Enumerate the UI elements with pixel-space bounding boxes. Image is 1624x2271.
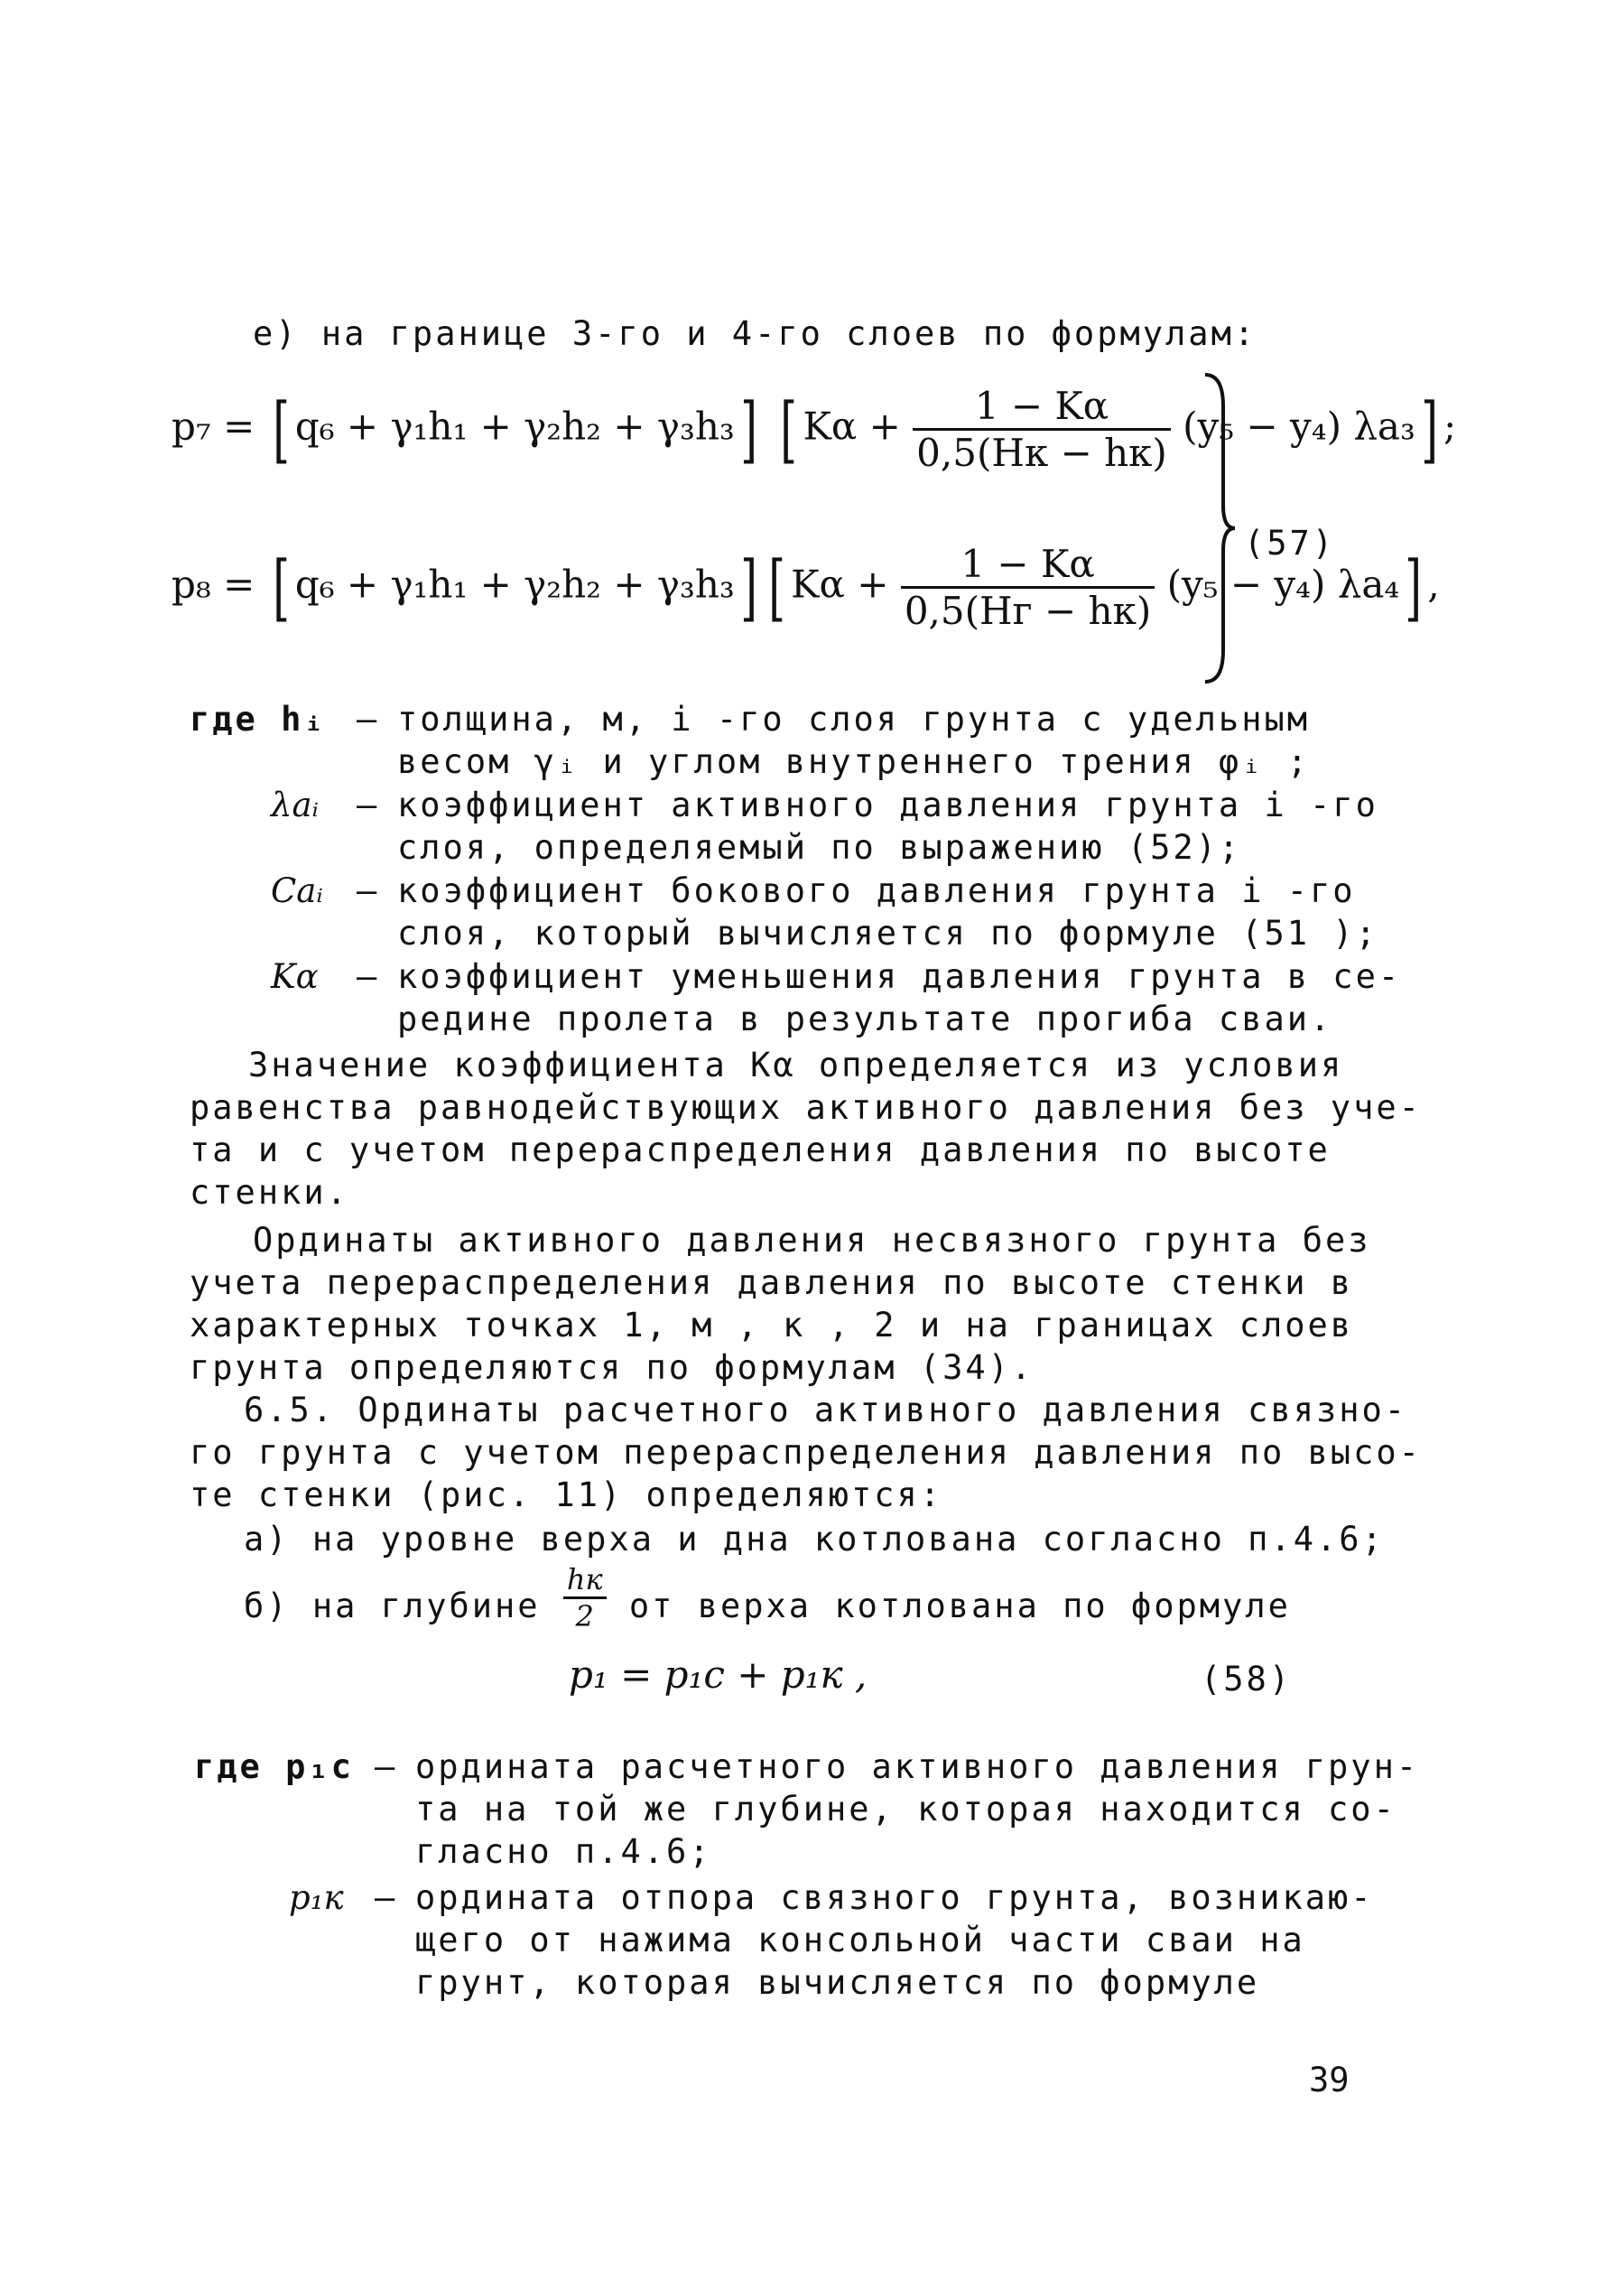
- def2-p1k-sym: p₁к: [289, 1878, 344, 1917]
- eq57a-numerator: 1 − Kα: [913, 384, 1171, 431]
- equation-number-57: (57): [1244, 524, 1336, 563]
- def2-p1c-sep: –: [375, 1747, 398, 1786]
- def-ka-text2: редине пролета в результате прогиба сваи.: [397, 1000, 1333, 1038]
- intro-line: е) на границе 3-го и 4-го слоев по формулам:: [253, 314, 1257, 353]
- equation-57b: p₈ = [ q₆ + γ₁h₁ + γ₂h₂ + γ₃h₃] [ Kα + $\frac{1 - K\alpha}{0,5(Hг - hк)}$ (y₅ − y₄) λa₄] ,: [172, 542, 1440, 633]
- item-b-fraction: [563, 1562, 607, 1633]
- eq57b-lhs: p₈ =: [172, 562, 255, 607]
- item-b: [244, 1562, 1291, 1633]
- item-b-numerator: hк: [563, 1562, 607, 1599]
- equation-57a: p₇ = [ q₆ + γ₁h₁ + γ₂h₂ + γ₃h₃] [ Kα + $\frac{1 - K\alpha}{0,5(Hк - hк)}$ (y₅ − y₄) λa₃] ;: [172, 384, 1457, 475]
- eq57a-fraction: [913, 384, 1171, 475]
- eq57b-k-term: Kα +: [791, 562, 889, 607]
- equation-number-58: (58): [1201, 1660, 1293, 1699]
- para1-line-3: та и с учетом перераспределения давления по высоте: [190, 1131, 1331, 1169]
- para3-line-3: те стенки (рис. 11) определяются:: [190, 1475, 943, 1514]
- def-lambda-sym: λaᵢ: [271, 786, 319, 824]
- item-b-pre: б) на глубине: [244, 1587, 541, 1625]
- eq57b-bracket1: q₆ + γ₁h₁ + γ₂h₂ + γ₃h₃: [294, 562, 735, 607]
- def-ca-text2: слоя, который вычисляется по формуле (51 );: [397, 914, 1378, 953]
- def2-p1k-text: ордината отпора связного грунта, возникаю-: [415, 1878, 1374, 1917]
- def2-p1c-text: ордината расчетного активного давления грун-: [415, 1747, 1420, 1786]
- item-b-post: от верха котлована по формуле: [628, 1587, 1291, 1625]
- def2-p1k-text3: грунт, которая вычисляется по формуле: [415, 1963, 1260, 2002]
- def-h-sep: –: [357, 700, 380, 739]
- para3-line-1: 6.5. Ординаты расчетного активного давления связно-: [244, 1391, 1408, 1429]
- def-h-text2: весом γᵢ и углом внутреннего трения φᵢ ;: [397, 742, 1311, 781]
- eq57a-tail: (y₅ − y₄) λa₃: [1183, 404, 1415, 449]
- right-brace-icon: [1201, 370, 1237, 686]
- def2-p1c-text3: гласно п.4.6;: [415, 1832, 712, 1871]
- eq57a-denominator: 0,5(Hк − hк): [916, 431, 1167, 475]
- para2-line-4: грунта определяются по формулам (34).: [190, 1348, 1035, 1387]
- def2-p1c-text2: та на той же глубине, которая находится со-: [415, 1790, 1397, 1829]
- def-ca-text: коэффициент бокового давления грунта i -го: [397, 871, 1356, 910]
- def-lambda-sep: –: [357, 786, 380, 824]
- eq57b-numerator: 1 − Kα: [901, 542, 1155, 589]
- def-lambda-text: коэффициент активного давления грунта i -го: [397, 786, 1378, 824]
- eq57b-tail: (y₅ − y₄) λa₄: [1166, 562, 1400, 607]
- eq57a-bracket1: q₆ + γ₁h₁ + γ₂h₂ + γ₃h₃: [294, 404, 735, 449]
- def-ka-text: коэффициент уменьшения давления грунта в се-: [397, 957, 1402, 996]
- para1-line-4: стенки.: [190, 1173, 349, 1212]
- def-h-sym: где hᵢ: [190, 700, 327, 739]
- eq57b-end: ,: [1427, 562, 1440, 607]
- def2-p1k-sep: –: [375, 1878, 398, 1917]
- item-a: а) на уровне верха и дна котлована согласно п.4.6;: [244, 1520, 1385, 1559]
- para1-line-1: Значение коэффициента Kα определяется из условия: [248, 1046, 1344, 1084]
- def-ka-sym: Kα: [271, 957, 319, 996]
- para3-line-2: го грунта с учетом перераспределения давления по высо-: [190, 1433, 1422, 1472]
- item-b-denominator: 2: [575, 1599, 594, 1633]
- def-ca-sym: Caᵢ: [271, 871, 323, 910]
- eq57b-fraction: [901, 542, 1155, 633]
- eq57b-denominator: 0,5(Hг − hк): [904, 589, 1152, 633]
- page-number: 39: [1309, 2061, 1350, 2099]
- def2-p1c-sym: где p₁c: [194, 1747, 354, 1786]
- def-h-text: толщина, м, i -го слоя грунта с удельным: [397, 700, 1311, 739]
- eq57a-k-term: Kα +: [803, 404, 901, 449]
- para1-line-2: равенства равнодействующих активного давления без уче-: [190, 1088, 1422, 1127]
- equation-58: p₁ = p₁c + p₁к ,: [569, 1652, 868, 1697]
- def-ka-sep: –: [357, 957, 380, 996]
- para2-line-3: характерных точках 1, м , к , 2 и на границах слоев: [190, 1306, 1354, 1345]
- def-ca-sep: –: [357, 871, 380, 910]
- para2-line-1: Ординаты активного давления несвязного грунта без: [253, 1221, 1371, 1260]
- def2-p1k-text2: щего от нажима консольной части сваи на: [415, 1921, 1305, 1959]
- eq57a-lhs: p₇ =: [172, 404, 255, 449]
- eq57a-end: ;: [1443, 404, 1457, 449]
- para2-line-2: учета перераспределения давления по высоте стенки в: [190, 1263, 1354, 1302]
- def-lambda-text2: слоя, определяемый по выражению (52);: [397, 828, 1242, 867]
